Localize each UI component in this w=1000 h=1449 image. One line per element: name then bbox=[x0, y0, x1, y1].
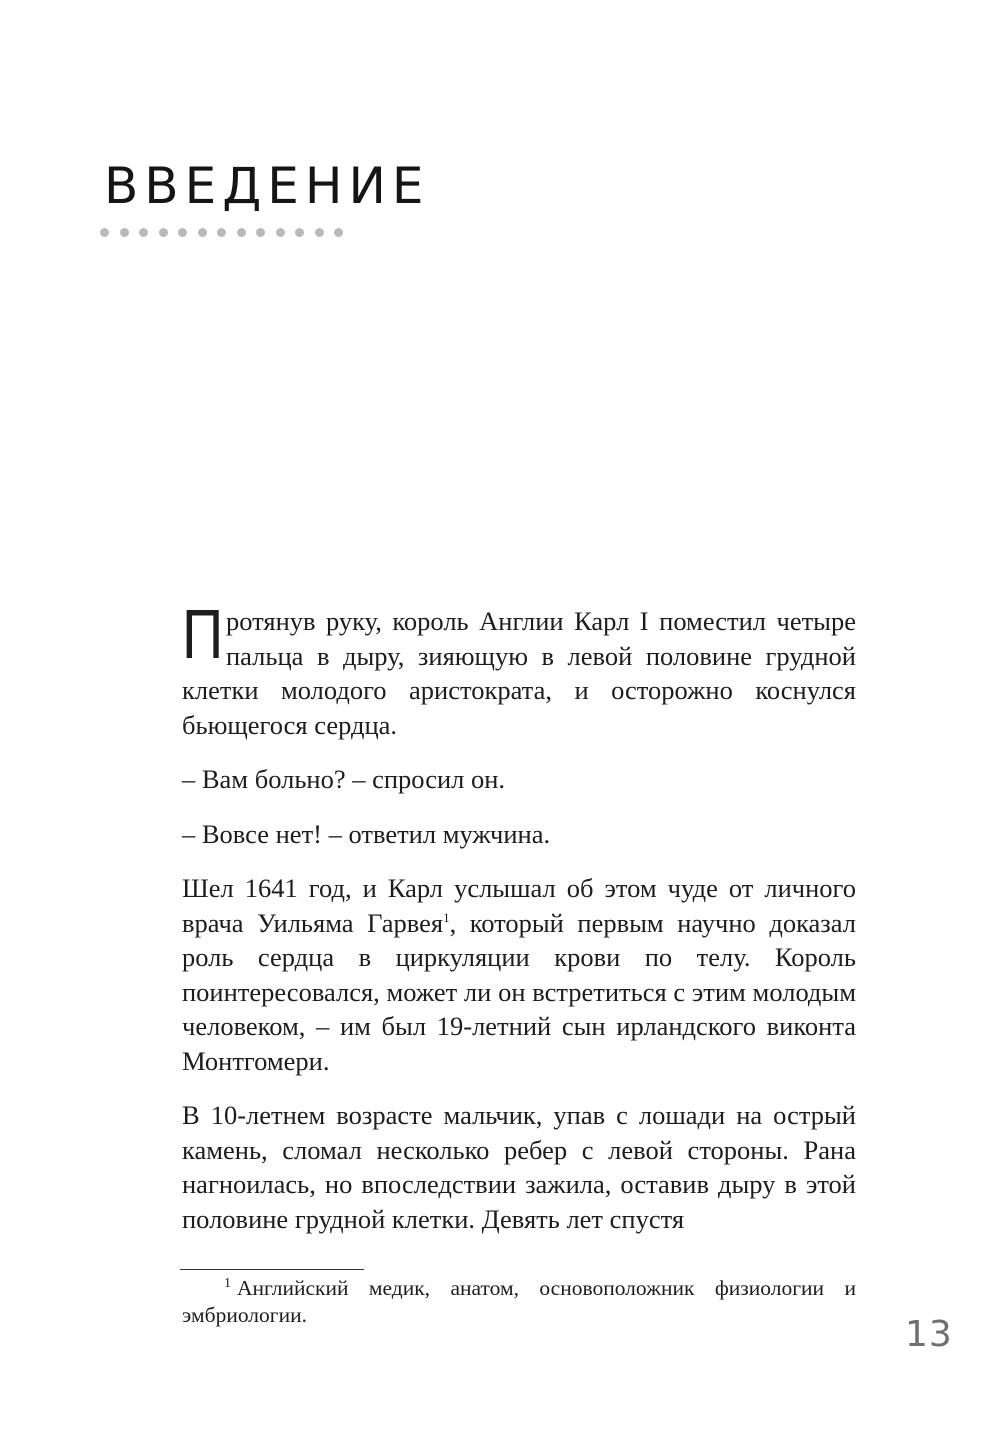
footnote-separator bbox=[180, 1269, 364, 1270]
title-divider-dots bbox=[100, 228, 390, 240]
paragraph-2: – Вам больно? – спросил он. bbox=[182, 764, 506, 794]
divider-dot bbox=[100, 228, 109, 237]
divider-dot bbox=[198, 228, 207, 237]
divider-dot bbox=[178, 228, 187, 237]
divider-dot bbox=[315, 228, 324, 237]
chapter-title: ВВЕДЕНИЕ bbox=[104, 157, 430, 215]
divider-dot bbox=[159, 228, 168, 237]
paragraph-1 bbox=[182, 595, 856, 742]
paragraph-4-text-after-note: , который первым научно доказал роль сердца в циркуляции крови по телу. Король поинтересовался, может ли он встретиться с этим молодым человеком, – им был 19-летний сын ирландского виконта Монтгомери. bbox=[182, 907, 856, 1076]
divider-dot bbox=[276, 228, 285, 237]
footnote bbox=[182, 1275, 856, 1329]
drop-cap: П bbox=[182, 595, 224, 673]
paragraph-1-text: ротянув руку, король Англии Карл I поместил четыре пальца в дыру, зияющую в левой половине грудной клетки молодого аристократа, и осторожно коснулся бьющегося сердца. bbox=[182, 606, 856, 740]
divider-dot bbox=[237, 228, 246, 237]
divider-dot bbox=[120, 228, 129, 237]
divider-dot bbox=[217, 228, 226, 237]
divider-dot bbox=[256, 228, 265, 237]
page-number: 13 bbox=[905, 1314, 953, 1355]
divider-dot bbox=[295, 228, 304, 237]
paragraph-4-text-before-note: Шел 1641 год, и Карл услышал об этом чуде от личного врача Уильяма Гарвея bbox=[182, 873, 856, 938]
main-text bbox=[182, 595, 856, 1256]
divider-dot bbox=[334, 228, 343, 237]
paragraph-3: – Вовсе нет! – ответил мужчина. bbox=[182, 818, 551, 849]
paragraph-5: В 10-летнем возрасте мальчик, упав с лошади на острый камень, сломал несколько ребер с левой стороны. Рана нагноилась, но впоследствии зажила, оставив дыру в этой половине грудной клетки. Девять лет спустя bbox=[182, 1100, 856, 1234]
footnote-text: Английский медик, анатом, основоположник физиологии и эмбриологии. bbox=[182, 1276, 856, 1327]
divider-dot bbox=[139, 228, 148, 237]
footnote-reference[interactable]: 1 bbox=[443, 909, 450, 925]
paragraph-4 bbox=[182, 871, 856, 1078]
footnote-marker: 1 bbox=[224, 1275, 231, 1291]
